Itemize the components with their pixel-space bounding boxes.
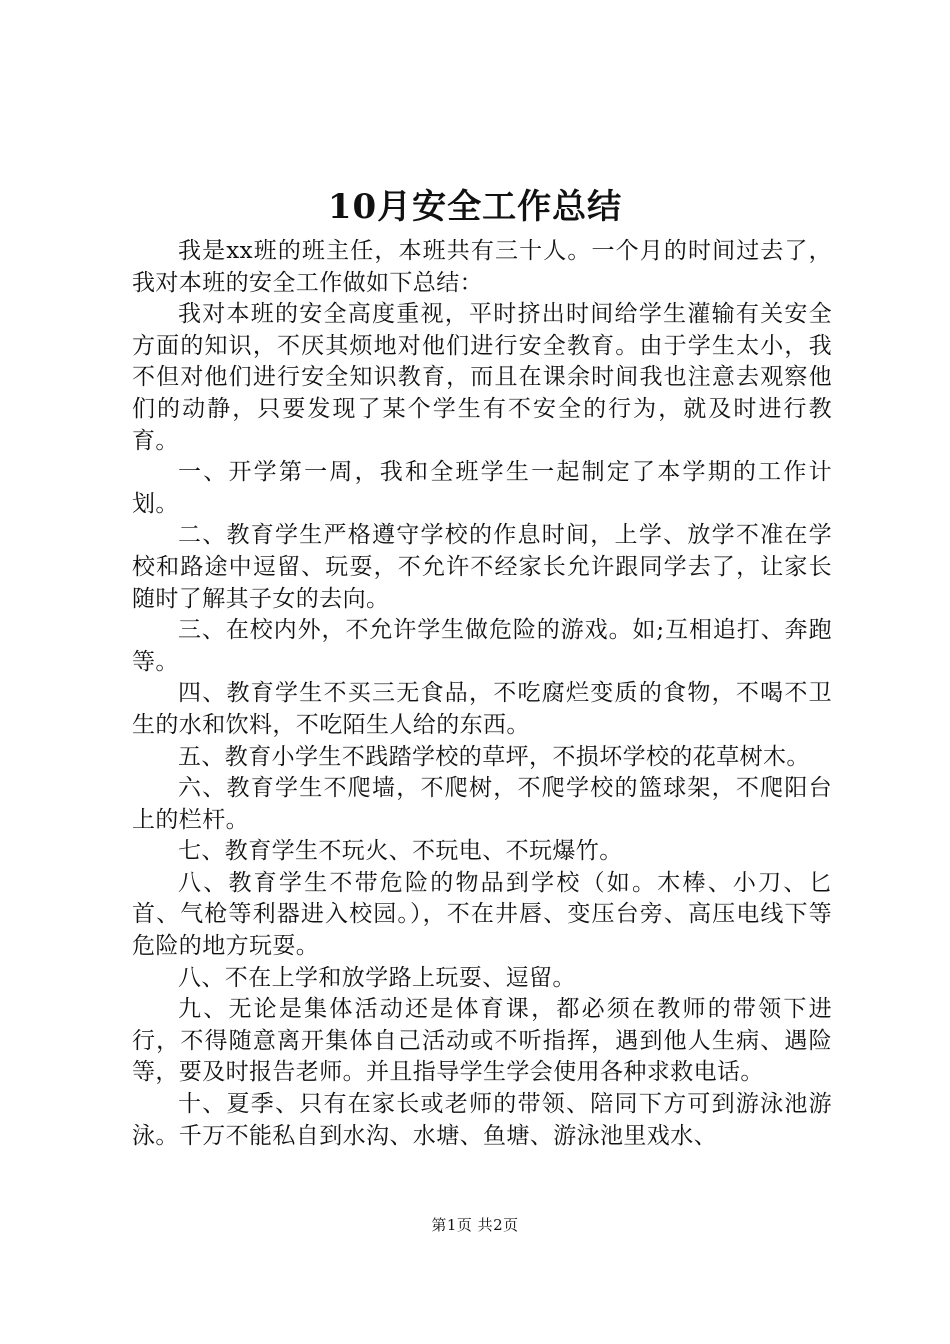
- paragraph-item-1: 一、开学第一周，我和全班学生一起制定了本学期的工作计划。: [132, 459, 832, 517]
- paragraph-overview: 我对本班的安全高度重视，平时挤出时间给学生灌输有关安全方面的知识，不厌其烦地对他们进行安全教育。由于学生太小，我不但对他们进行安全知识教育，而且在课余时间我也注意去观察他们的动静，只要发现了某个学生有不安全的行为，就及时进行教育。: [132, 301, 832, 454]
- paragraph-item-7: 七、教育学生不玩火、不玩电、不玩爆竹。: [178, 838, 623, 865]
- paragraph-item-5: 五、教育小学生不践踏学校的草坪，不损坏学校的花草树木。: [178, 743, 810, 770]
- document-body: [132, 236, 832, 1152]
- paragraph-item-9: 九、无论是集体活动还是体育课，都必须在教师的带领下进行，不得随意离开集体自己活动或不听指挥，遇到他人生病、遇险等，要及时报告老师。并且指导学生学会使用各种求救电话。: [132, 996, 832, 1086]
- paragraph-item-2: 二、教育学生严格遵守学校的作息时间，上学、放学不准在学校和路途中逗留、玩耍，不允许不经家长允许跟同学去了，让家长随时了解其子女的去向。: [132, 522, 832, 612]
- page-number-footer: 第1页 共2页: [431, 1216, 519, 1234]
- paragraph-item-10: 十、夏季、只有在家长或老师的带领、陪同下方可到游泳池游泳。千万不能私自到水沟、水塘、鱼塘、游泳池里戏水、: [132, 1091, 832, 1149]
- paragraph-item-8: 八、教育学生不带危险的物品到学校（如。木棒、小刀、匕首、气枪等利器进入校园。），不在井唇、变压台旁、高压电线下等危险的地方玩耍。: [132, 869, 832, 960]
- paragraph-item-6: 六、教育学生不爬墙，不爬树，不爬学校的篮球架，不爬阳台上的栏杆。: [132, 775, 832, 833]
- paragraph-item-3: 三、在校内外，不允许学生做危险的游戏。如;互相追打、奔跑等。: [132, 617, 832, 675]
- document-title: 10月安全工作总结: [327, 187, 623, 227]
- paragraph-intro: 我是xx班的班主任，本班共有三十人。一个月的时间过去了，我对本班的安全工作做如下总结：: [132, 238, 832, 296]
- paragraph-item-4: 四、教育学生不买三无食品，不吃腐烂变质的食物，不喝不卫生的水和饮料，不吃陌生人给的东西。: [132, 680, 832, 738]
- paragraph-item-8b: 八、不在上学和放学路上玩耍、逗留。: [178, 964, 576, 991]
